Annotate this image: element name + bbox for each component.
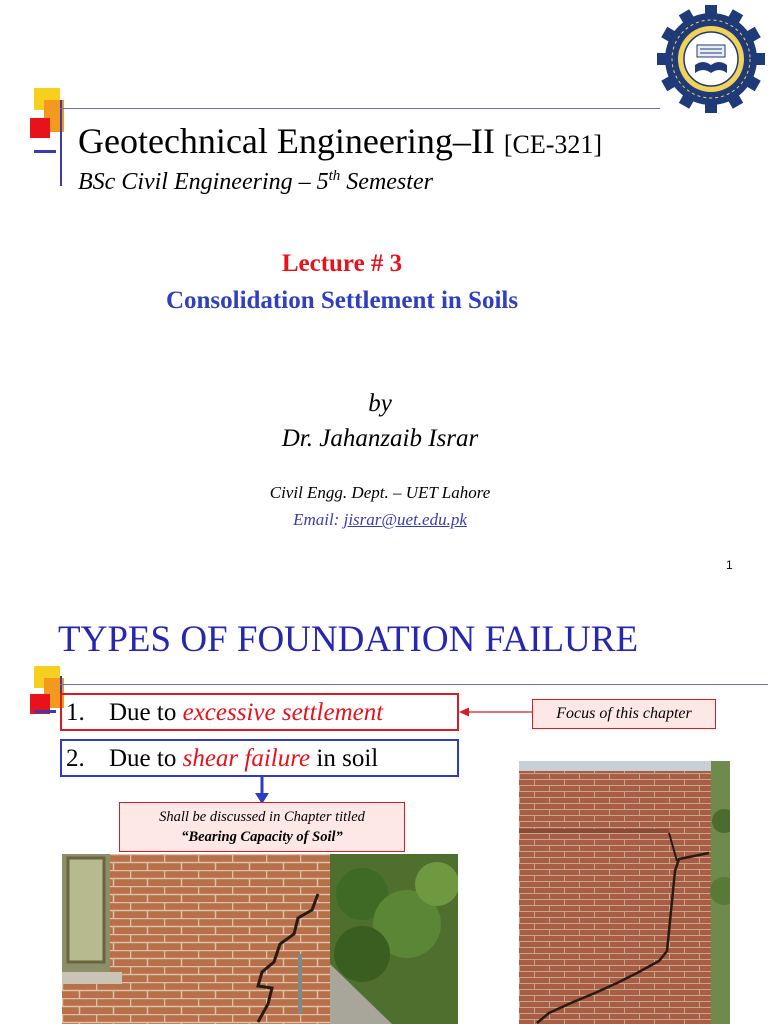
email-label: Email: — [293, 510, 344, 529]
item-text: Due to — [109, 699, 183, 726]
horizontal-rule — [60, 108, 660, 109]
item-text: Due to — [109, 745, 183, 772]
author-name: Dr. Jahanzaib Israr — [281, 425, 479, 452]
slide-title: TYPES OF FOUNDATION FAILURE — [58, 619, 639, 660]
corner-decoration-dash — [34, 710, 56, 713]
subtitle-superscript: th — [328, 168, 341, 184]
cracked-brick-wall-photo — [62, 854, 458, 1024]
email-line — [0, 510, 760, 530]
course-title — [78, 120, 602, 162]
chapter-callout — [119, 802, 405, 852]
lecture-number: Lecture # 3 — [281, 250, 403, 277]
department: Civil Engg. Dept. – UET Lahore — [269, 483, 491, 502]
page-number: 1 — [726, 558, 733, 572]
program-subtitle — [78, 168, 433, 196]
stepped-crack-wall-photo — [519, 761, 730, 1024]
lecture-topic: Consolidation Settlement in Soils — [165, 287, 519, 314]
corner-decoration-dash — [34, 150, 56, 153]
item-emphasis: excessive settlement — [182, 699, 384, 726]
item-number: 2. — [66, 745, 85, 772]
email-link[interactable]: jisrar@uet.edu.pk — [343, 510, 467, 529]
by-label: by — [368, 390, 392, 417]
university-seal-icon — [655, 3, 767, 115]
horizontal-rule — [60, 684, 768, 685]
item-emphasis: shear failure — [182, 745, 311, 772]
course-code: [CE-321] — [503, 130, 603, 159]
arrow-left-icon — [459, 706, 533, 718]
failure-type-1 — [60, 693, 459, 731]
item-suffix: in soil — [310, 745, 379, 772]
course-title-text: Geotechnical Engineering–II — [78, 121, 495, 161]
focus-callout: Focus of this chapter — [532, 699, 716, 729]
subtitle-suffix: Semester — [340, 169, 433, 195]
arrow-down-icon — [254, 777, 270, 805]
vertical-rule — [60, 100, 62, 186]
item-number: 1. — [66, 699, 85, 726]
chapter-callout-line2: “Bearing Capacity of Soil” — [181, 829, 343, 845]
chapter-callout-line1: Shall be discussed in Chapter titled — [159, 809, 365, 825]
subtitle-text: BSc Civil Engineering – 5 — [78, 169, 329, 195]
failure-type-2 — [60, 739, 459, 777]
foundation-failure-slide — [0, 600, 768, 1024]
corner-decoration-red — [30, 118, 50, 138]
